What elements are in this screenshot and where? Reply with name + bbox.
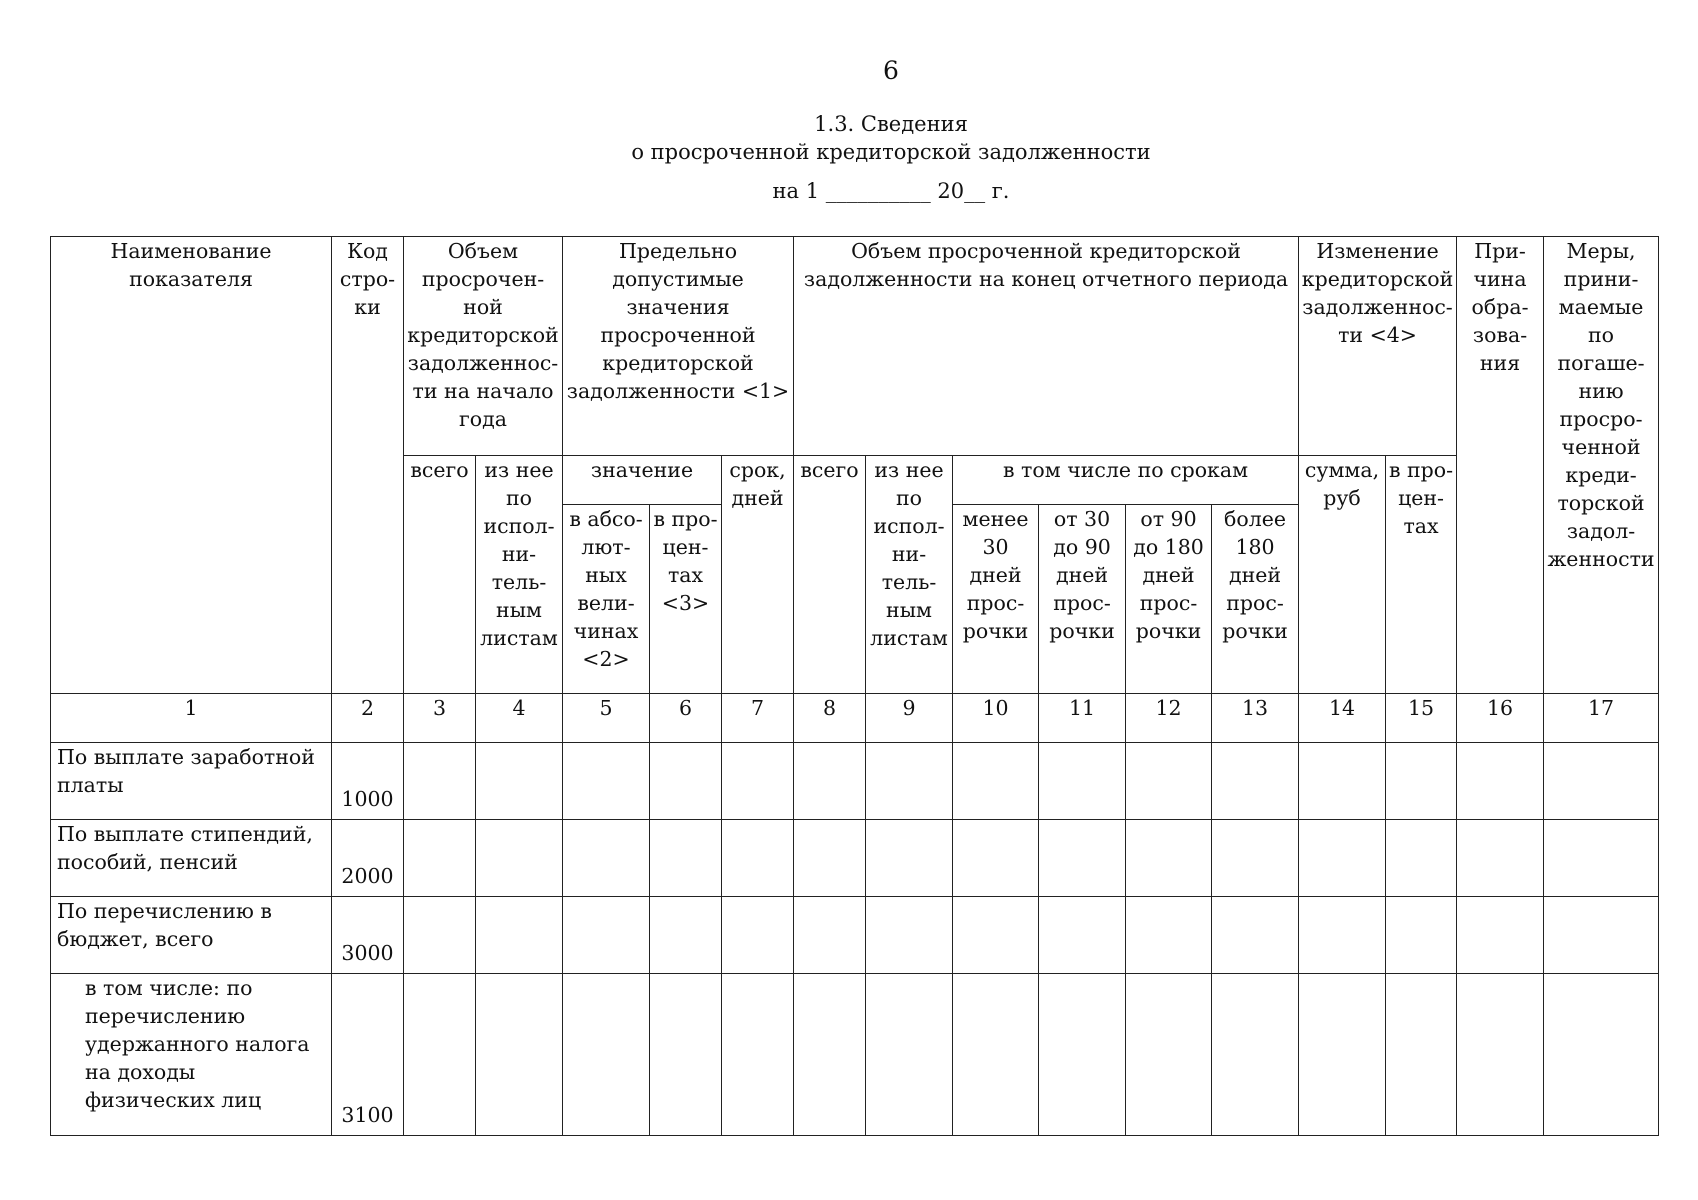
header-name: Наименование показателя (51, 237, 332, 694)
header-in-percent: в про-цен-тах <3> (650, 505, 722, 694)
col-num: 3 (404, 694, 476, 743)
header-by-terms: в том числе по срокам (953, 456, 1299, 505)
data-cell[interactable] (1299, 743, 1386, 820)
data-cell[interactable] (563, 974, 650, 1136)
data-cell[interactable] (1386, 820, 1457, 897)
data-cell[interactable] (1126, 974, 1212, 1136)
data-cell[interactable] (476, 743, 563, 820)
data-cell[interactable] (1039, 897, 1126, 974)
data-cell[interactable] (563, 897, 650, 974)
col-num: 13 (1212, 694, 1299, 743)
header-change: Изменение кредиторской задолженнос-ти <4> (1299, 237, 1457, 456)
data-cell[interactable] (722, 897, 794, 974)
data-cell[interactable] (476, 897, 563, 974)
data-cell[interactable] (404, 743, 476, 820)
data-cell[interactable] (1039, 820, 1126, 897)
data-cell[interactable] (650, 743, 722, 820)
section-title: 1.3. Сведения (814, 112, 968, 136)
data-cell[interactable] (1544, 743, 1659, 820)
data-cell[interactable] (1544, 974, 1659, 1136)
col-num: 2 (332, 694, 404, 743)
data-cell[interactable] (794, 743, 866, 820)
data-cell[interactable] (1544, 820, 1659, 897)
header-term: срок, дней (722, 456, 794, 694)
data-cell[interactable] (1126, 743, 1212, 820)
data-cell[interactable] (1126, 897, 1212, 974)
data-cell[interactable] (1457, 974, 1544, 1136)
data-cell[interactable] (1457, 820, 1544, 897)
header-code: Код стро-ки (332, 237, 404, 694)
data-cell[interactable] (722, 974, 794, 1136)
page-number: 6 (883, 56, 899, 85)
row-name: По выплате стипендий, пособий, пенсий (51, 820, 332, 897)
col-num: 15 (1386, 694, 1457, 743)
data-cell[interactable] (1386, 974, 1457, 1136)
col-num: 1 (51, 694, 332, 743)
data-cell[interactable] (1457, 897, 1544, 974)
header-value: значение (563, 456, 722, 505)
table-row (51, 743, 1659, 820)
data-cell[interactable] (650, 897, 722, 974)
data-cell[interactable] (953, 974, 1039, 1136)
data-cell[interactable] (953, 743, 1039, 820)
col-num: 6 (650, 694, 722, 743)
header-reason: При-чина обра-зова-ния (1457, 237, 1544, 694)
data-cell[interactable] (1212, 974, 1299, 1136)
data-cell[interactable] (722, 743, 794, 820)
data-cell[interactable] (476, 974, 563, 1136)
row-code: 1000 (332, 743, 404, 820)
data-cell[interactable] (476, 820, 563, 897)
data-cell[interactable] (794, 974, 866, 1136)
header-sum-rub: сумма, руб (1299, 456, 1386, 694)
data-cell[interactable] (1299, 820, 1386, 897)
col-num: 10 (953, 694, 1039, 743)
data-cell[interactable] (866, 743, 953, 820)
col-num: 5 (563, 694, 650, 743)
col-num: 17 (1544, 694, 1659, 743)
header-end-volume: Объем просроченной кредиторской задолженности на конец отчетного периода (794, 237, 1299, 456)
col-num: 14 (1299, 694, 1386, 743)
data-cell[interactable] (404, 820, 476, 897)
header-total-start: всего (404, 456, 476, 694)
data-cell[interactable] (1039, 974, 1126, 1136)
col-num: 9 (866, 694, 953, 743)
header-writs-start: из нее по испол-ни-тель-ным листам (476, 456, 563, 694)
overdue-payables-table (50, 236, 1659, 1136)
col-num: 8 (794, 694, 866, 743)
data-cell[interactable] (794, 897, 866, 974)
data-cell[interactable] (650, 974, 722, 1136)
data-cell[interactable] (1299, 974, 1386, 1136)
data-cell[interactable] (1386, 897, 1457, 974)
data-cell[interactable] (563, 743, 650, 820)
row-code: 3100 (332, 974, 404, 1136)
data-cell[interactable] (866, 820, 953, 897)
data-cell[interactable] (722, 820, 794, 897)
data-cell[interactable] (1039, 743, 1126, 820)
header-start-volume: Объем просрочен-ной кредиторской задолженнос-ти на начало года (404, 237, 563, 456)
column-number-row (51, 694, 1659, 743)
header-less-30: менее 30 дней прос-рочки (953, 505, 1039, 694)
data-cell[interactable] (650, 820, 722, 897)
header-percent: в про-цен-тах (1386, 456, 1457, 694)
data-cell[interactable] (1544, 897, 1659, 974)
data-cell[interactable] (1212, 743, 1299, 820)
col-num: 11 (1039, 694, 1126, 743)
table-row (51, 897, 1659, 974)
row-code: 2000 (332, 820, 404, 897)
data-cell[interactable] (1457, 743, 1544, 820)
header-absolute: в абсо-лют-ных вели-чинах <2> (563, 505, 650, 694)
row-name: в том числе: по перечислению удержанного налога на доходы физических лиц (51, 974, 332, 1136)
data-cell[interactable] (794, 820, 866, 897)
data-cell[interactable] (866, 974, 953, 1136)
data-cell[interactable] (404, 974, 476, 1136)
data-cell[interactable] (1386, 743, 1457, 820)
header-over-180: более 180 дней прос-рочки (1212, 505, 1299, 694)
row-name: По перечислению в бюджет, всего (51, 897, 332, 974)
col-num: 7 (722, 694, 794, 743)
header-30-90: от 30 до 90 дней прос-рочки (1039, 505, 1126, 694)
header-writs-end: из нее по испол-ни-тель-ным листам (866, 456, 953, 694)
data-cell[interactable] (866, 897, 953, 974)
data-cell[interactable] (953, 820, 1039, 897)
data-cell[interactable] (953, 897, 1039, 974)
col-num: 12 (1126, 694, 1212, 743)
table-row (51, 820, 1659, 897)
report-date-line: на 1 __________ 20__ г. (772, 179, 1010, 203)
data-cell[interactable] (1212, 820, 1299, 897)
section-subtitle: о просроченной кредиторской задолженности (631, 140, 1151, 164)
data-cell[interactable] (1126, 820, 1212, 897)
col-num: 4 (476, 694, 563, 743)
header-limits: Предельно допустимые значения просроченной кредиторской задолженности <1> (563, 237, 794, 456)
data-cell[interactable] (404, 897, 476, 974)
col-num: 16 (1457, 694, 1544, 743)
row-name: По выплате заработной платы (51, 743, 332, 820)
data-cell[interactable] (1299, 897, 1386, 974)
data-cell[interactable] (563, 820, 650, 897)
table-row (51, 974, 1659, 1136)
row-code: 3000 (332, 897, 404, 974)
header-total-end: всего (794, 456, 866, 694)
data-cell[interactable] (1212, 897, 1299, 974)
header-90-180: от 90 до 180 дней прос-рочки (1126, 505, 1212, 694)
header-measures: Меры, прини-маемые по погаше-нию просро-ченной креди-торской задол-женности (1544, 237, 1659, 694)
